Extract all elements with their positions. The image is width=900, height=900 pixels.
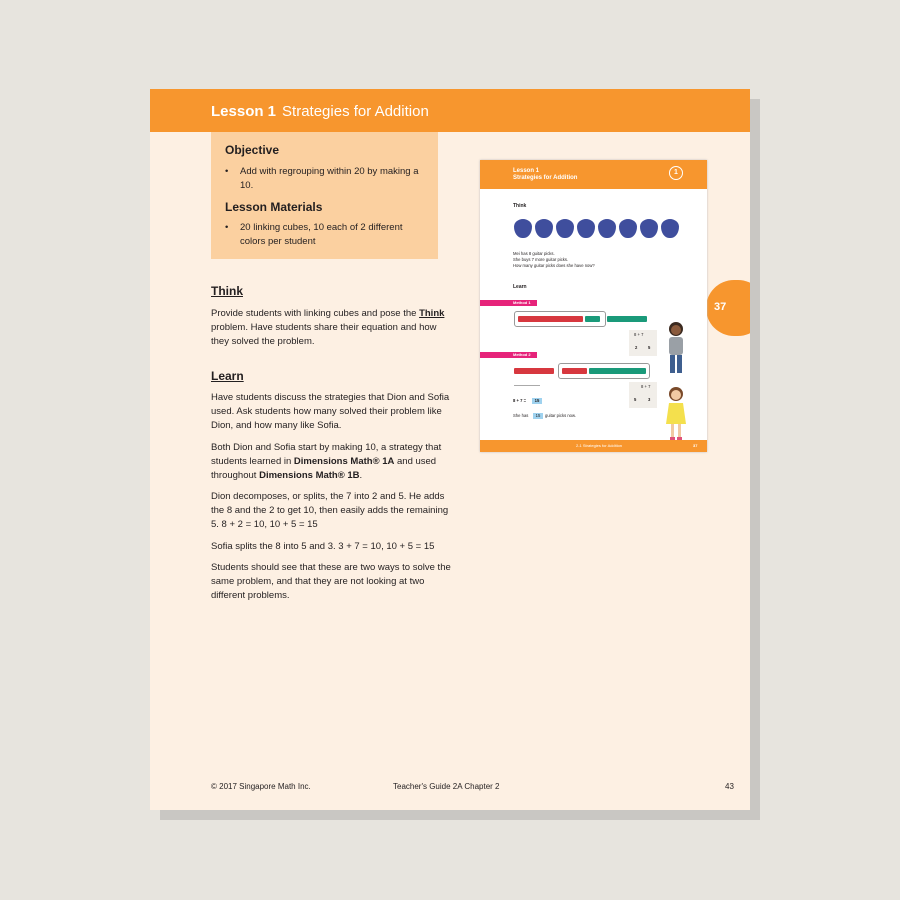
document-page xyxy=(150,89,750,810)
think-reference: Think xyxy=(419,308,445,319)
materials-heading: Lesson Materials xyxy=(225,200,323,214)
objective-heading: Objective xyxy=(225,143,280,157)
thumb-footer xyxy=(480,440,707,452)
thumb-header xyxy=(480,160,707,189)
method-1-ribbon xyxy=(480,300,537,306)
guitar-pick xyxy=(598,219,616,238)
thumb-answer-box: 15 xyxy=(532,398,542,404)
learn-paragraph-1: Have students discuss the strategies that Dion and Sofia used. Ask students how many solved their problem like Dion, and how many like Sofia. xyxy=(211,392,450,431)
student-page-thumbnail xyxy=(480,160,707,452)
lesson-title xyxy=(211,103,429,120)
thumb-line-2: She buys 7 more guitar picks. xyxy=(513,257,569,262)
thumb-line-1: Mei has 8 guitar picks. xyxy=(513,251,555,256)
objective-box: Objective • Add with regrouping within 20 by making a 10. Lesson Materials • 20 linking cubes, 10 each of 2 different colors per student xyxy=(211,132,438,259)
objective-text: Add with regrouping within 20 by making a 10. xyxy=(240,166,419,191)
footer-page-number: 43 xyxy=(725,782,734,791)
learn-paragraph-2: Both Dion and Sofia start by making 10, a strategy that students learned in Dimensions Math® 1A and used throughout Dimensions Math® 1B. xyxy=(211,442,442,481)
thumb-lesson: Lesson 1 xyxy=(513,168,540,174)
thumb-she-has-rest: guitar picks now. xyxy=(545,413,576,418)
footer-copyright: © 2017 Singapore Math Inc. xyxy=(211,782,311,791)
guitar-pick xyxy=(640,219,658,238)
thumb-number: 1 xyxy=(669,166,683,180)
think-heading: Think xyxy=(211,284,243,298)
learn-paragraph-3: Dion decomposes, or splits, the 7 into 2 and 5. He adds the 8 and the 2 to get 10, then easily adds the remaining 5. 8 + 2 = 10, 10 + 5 = 15 xyxy=(211,491,449,530)
red-cubes xyxy=(562,368,587,374)
boy-illustration-icon xyxy=(664,320,688,376)
guitar-pick xyxy=(619,219,637,238)
thumb-think: Think xyxy=(513,203,527,209)
learn-heading: Learn xyxy=(211,369,244,383)
teal-cubes xyxy=(585,316,600,322)
thumb-she-has: She has xyxy=(513,413,529,418)
learn-paragraph-5: Students should see that these are two ways to solve the same problem, and that they are not looking at two different problems. xyxy=(211,562,451,601)
guitar-pick xyxy=(577,219,595,238)
lesson-header xyxy=(150,89,750,132)
lesson-name: Strategies for Addition xyxy=(282,103,429,120)
method-2-label: Method 2 xyxy=(513,352,531,357)
number-bond-1: 8 + 7 2 5 xyxy=(629,330,657,356)
thumb-she-has-box: 15 xyxy=(533,413,543,419)
guitar-pick xyxy=(535,219,553,238)
book-ref-1a: Dimensions Math® 1A xyxy=(293,456,395,467)
guitar-pick xyxy=(661,219,679,238)
book-ref-1b: Dimensions Math® 1B xyxy=(259,470,360,481)
number-bond-2: 8 + 7 5 3 xyxy=(629,382,657,408)
girl-illustration-icon xyxy=(664,386,688,442)
learn-paragraph-4: Sofia splits the 8 into 5 and 3. 3 + 7 = 10, 10 + 5 = 15 xyxy=(211,541,435,552)
think-paragraph: Provide students with linking cubes and pose the Think problem. Have students share their equation and how they solved the problem. xyxy=(211,308,445,347)
footer-guide: Teacher's Guide 2A Chapter 2 xyxy=(393,782,500,791)
thumb-title: Strategies for Addition xyxy=(513,175,578,181)
guitar-pick xyxy=(514,219,532,238)
teal-cubes xyxy=(589,368,646,374)
thumb-learn: Learn xyxy=(513,284,527,290)
thumb-footer-number: 37 xyxy=(693,443,698,448)
materials-text: 20 linking cubes, 10 each of 2 different colors per student xyxy=(240,222,403,247)
teal-cubes xyxy=(607,316,647,322)
lesson-number: Lesson 1 xyxy=(211,103,277,120)
page-tab xyxy=(706,280,750,336)
page-tab-number: 37 xyxy=(714,301,727,313)
method-1-label: Method 1 xyxy=(513,300,531,305)
divider xyxy=(514,385,540,386)
red-cubes xyxy=(518,316,583,322)
thumb-line-3: How many guitar picks does she have now? xyxy=(513,263,595,268)
thumb-answer-eq: 8 + 7 = xyxy=(513,398,527,403)
thumb-footer-text: 2-1 Strategies for Addition xyxy=(576,443,623,448)
method-2-ribbon xyxy=(480,352,537,358)
guitar-pick xyxy=(556,219,574,238)
red-cubes xyxy=(514,368,554,374)
